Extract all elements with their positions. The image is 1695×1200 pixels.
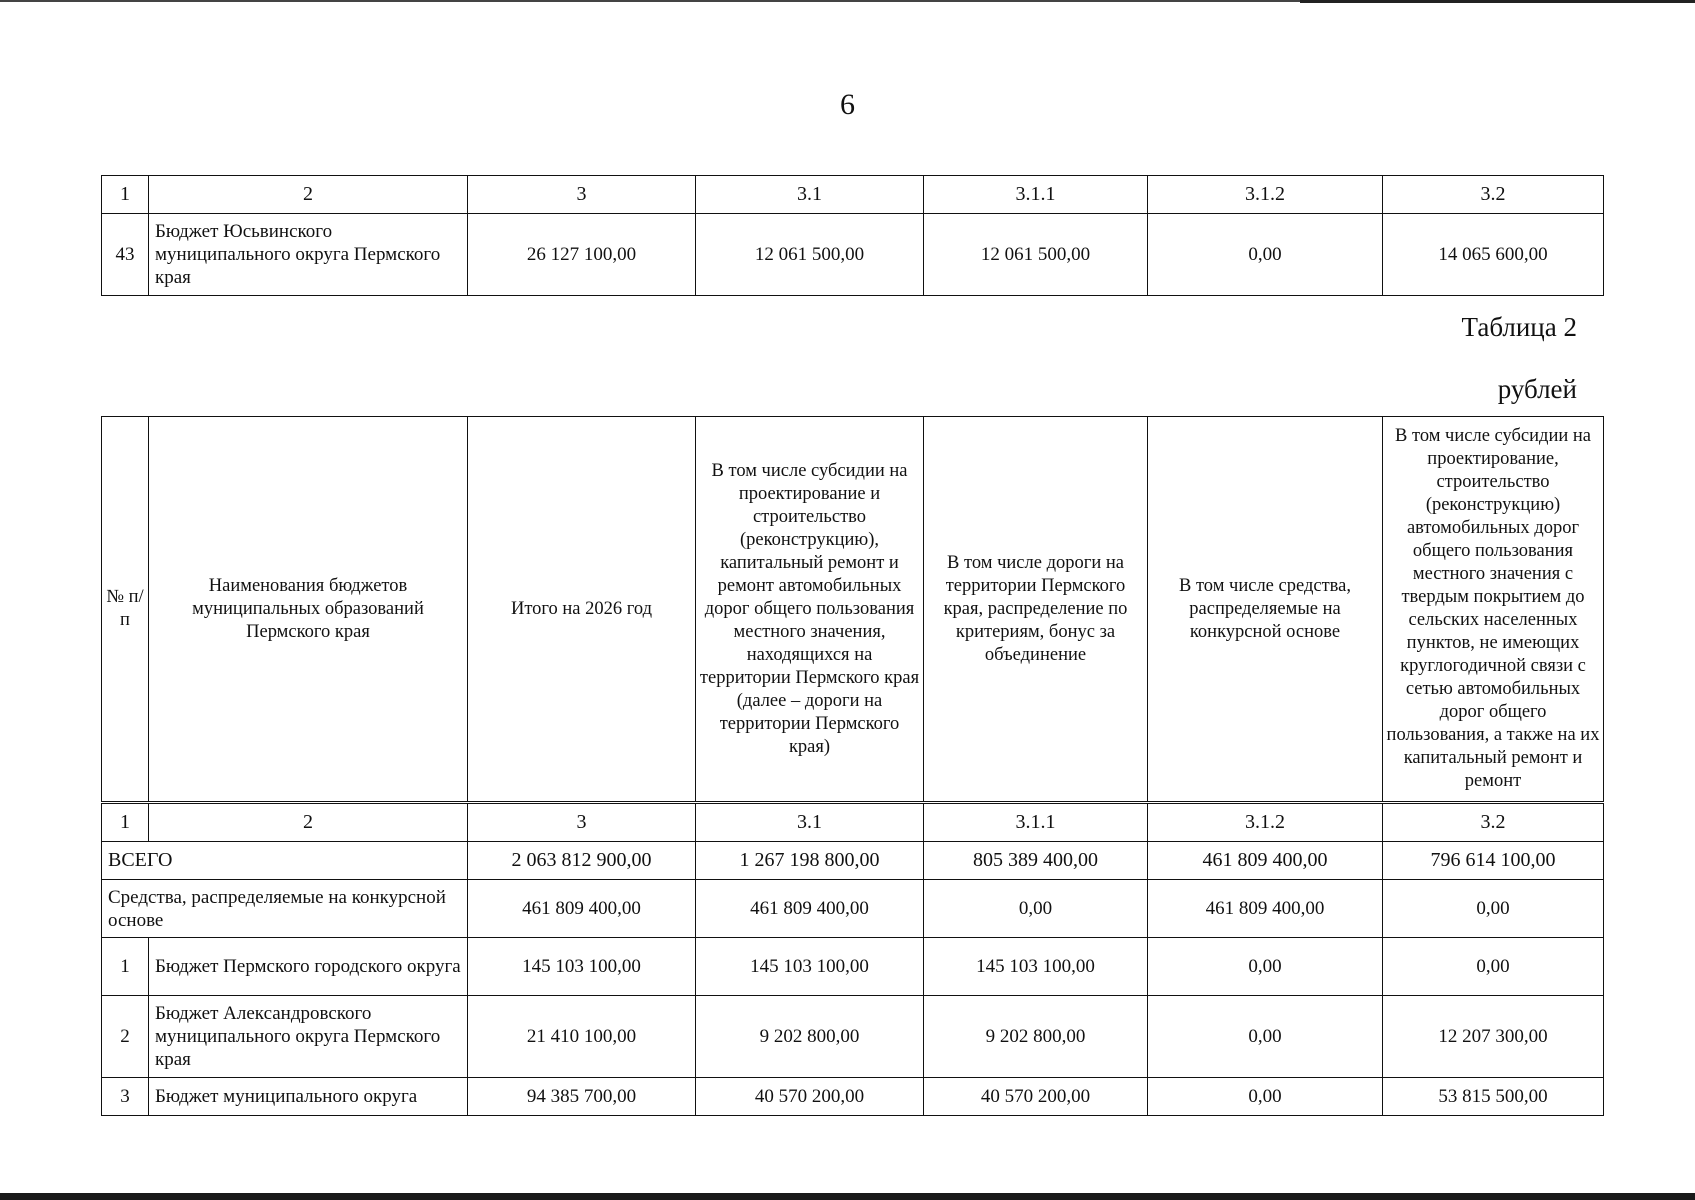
colnum-3-1-1: 3.1.1 (924, 803, 1148, 842)
row-c32: 53 815 500,00 (1383, 1078, 1604, 1116)
row-c31: 40 570 200,00 (696, 1078, 924, 1116)
total-c32: 796 614 100,00 (1383, 842, 1604, 880)
competitive-row (102, 880, 1604, 938)
row-total: 94 385 700,00 (468, 1078, 696, 1116)
competitive-c311: 0,00 (924, 880, 1148, 938)
scan-edge-bottom (0, 1193, 1695, 1200)
colnum-3-1-2: 3.1.2 (1148, 176, 1383, 214)
row-c31: 145 103 100,00 (696, 938, 924, 996)
colnum-3-2: 3.2 (1383, 803, 1604, 842)
table-2 (101, 416, 1604, 1116)
competitive-c32: 0,00 (1383, 880, 1604, 938)
row-c312: 0,00 (1148, 996, 1383, 1078)
total-c312: 461 809 400,00 (1148, 842, 1383, 880)
total-total: 2 063 812 900,00 (468, 842, 696, 880)
row-c31: 9 202 800,00 (696, 996, 924, 1078)
competitive-c31: 461 809 400,00 (696, 880, 924, 938)
header-c32: В том числе субсидии на проектирование, строительство (реконструкцию) автомобильных дорог общего пользования местного значения с твердым покрытием до сельских населенных пунктов, не имеющих круглогодичной связи с сетью автомобильных дорог общего пользования, а также на их капитальный ремонт и ремонт (1383, 417, 1604, 803)
header-total: Итого на 2026 год (468, 417, 696, 803)
column-numbers-row (102, 176, 1604, 214)
row-c311: 9 202 800,00 (924, 996, 1148, 1078)
header-c311: В том числе дороги на территории Пермского края, распределение по критериям, бонус за объединение (924, 417, 1148, 803)
row-c32: 14 065 600,00 (1383, 214, 1604, 296)
colnum-3-2: 3.2 (1383, 176, 1604, 214)
colnum-2: 2 (149, 176, 468, 214)
colnum-1: 1 (102, 176, 149, 214)
row-c312: 0,00 (1148, 938, 1383, 996)
colnum-3-1: 3.1 (696, 176, 924, 214)
column-numbers-row (102, 803, 1604, 842)
colnum-3-1-2: 3.1.2 (1148, 803, 1383, 842)
row-name: Бюджет Александровского муниципального округа Пермского края (149, 996, 468, 1078)
row-c32: 0,00 (1383, 938, 1604, 996)
competitive-label: Средства, распределяемые на конкурсной основе (102, 880, 468, 938)
total-row (102, 842, 1604, 880)
table-continuation (101, 175, 1604, 296)
header-c312: В том числе средства, распределяемые на конкурсной основе (1148, 417, 1383, 803)
row-c312: 0,00 (1148, 214, 1383, 296)
row-num: 43 (102, 214, 149, 296)
row-c32: 12 207 300,00 (1383, 996, 1604, 1078)
units-caption: рублей (1497, 374, 1577, 404)
header-row (102, 417, 1604, 803)
colnum-1: 1 (102, 803, 149, 842)
colnum-3: 3 (468, 803, 696, 842)
row-name: Бюджет муниципального округа (149, 1078, 468, 1116)
row-name: Бюджет Юсьвинского муниципального округа Пермского края (149, 214, 468, 296)
row-num: 1 (102, 938, 149, 996)
colnum-3-1-1: 3.1.1 (924, 176, 1148, 214)
row-name: Бюджет Пермского городского округа (149, 938, 468, 996)
header-c31: В том числе субсидии на проектирование и строительство (реконструкцию), капитальный ремонт и ремонт автомобильных дорог общего пользования местного значения, находящихся на территории Пермского края (далее – дороги на территории Пермского края) (696, 417, 924, 803)
row-c311: 40 570 200,00 (924, 1078, 1148, 1116)
row-c312: 0,00 (1148, 1078, 1383, 1116)
colnum-2: 2 (149, 803, 468, 842)
row-num: 2 (102, 996, 149, 1078)
colnum-3: 3 (468, 176, 696, 214)
total-label: ВСЕГО (102, 842, 468, 880)
row-c311: 12 061 500,00 (924, 214, 1148, 296)
table-row (102, 938, 1604, 996)
header-name: Наименования бюджетов муниципальных образований Пермского края (149, 417, 468, 803)
row-total: 145 103 100,00 (468, 938, 696, 996)
table-row (102, 214, 1604, 296)
scan-edge-top-right (1300, 0, 1695, 3)
table-row (102, 996, 1604, 1078)
row-num: 3 (102, 1078, 149, 1116)
competitive-c312: 461 809 400,00 (1148, 880, 1383, 938)
row-c31: 12 061 500,00 (696, 214, 924, 296)
total-c311: 805 389 400,00 (924, 842, 1148, 880)
table-row (102, 1078, 1604, 1116)
row-total: 21 410 100,00 (468, 996, 696, 1078)
page-number: 6 (840, 88, 855, 121)
header-num: № п/п (102, 417, 149, 803)
table-caption: Таблица 2 (1461, 312, 1577, 342)
competitive-total: 461 809 400,00 (468, 880, 696, 938)
colnum-3-1: 3.1 (696, 803, 924, 842)
total-c31: 1 267 198 800,00 (696, 842, 924, 880)
row-c311: 145 103 100,00 (924, 938, 1148, 996)
row-total: 26 127 100,00 (468, 214, 696, 296)
